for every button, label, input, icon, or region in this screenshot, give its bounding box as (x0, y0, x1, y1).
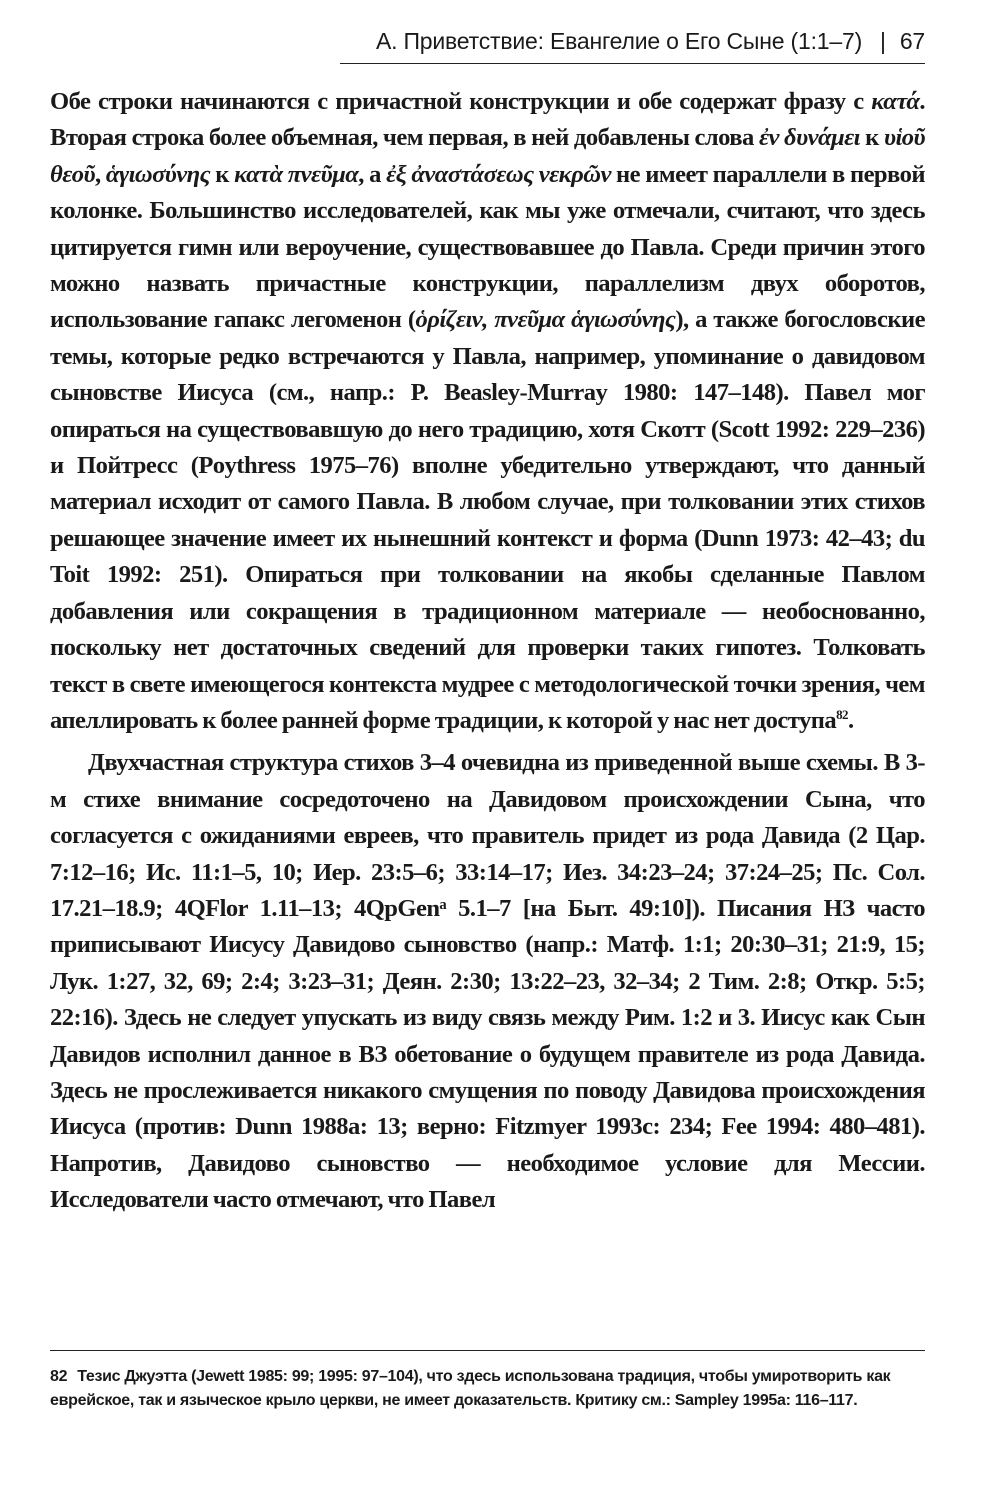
section-title: А. Приветствие: Евангелие о Его Сыне (1:1–7) (375, 28, 863, 54)
text-run: он ( (375, 306, 416, 334)
greek-term: ἐξ ἀναστάσεως νεκρῶν (386, 160, 611, 188)
text-run: , а (358, 160, 387, 188)
footnote-number: 82 (50, 1368, 68, 1385)
text-run: не имеет параллели в первой колонке. Большинство исследователей, как мы уже отмечали, считают, что здесь цитируется гимн или вероучение, существовавшее до Павла. Среди причин этого можно назвать причастные конструкции, параллелизм двух оборотов, использование гапакс легомен (50, 160, 925, 334)
text-run: Обе строки начинаются с причастной конструкции и обе содержат фразу с (50, 88, 872, 115)
greek-term: κατὰ πνεῦμα (234, 160, 359, 188)
footnote-text: Тезис Джуэтта (Jewett 1985: 99; 1995: 97–104), что здесь использована традиция, чтобы умиротворить как еврейское, так и языческое крыло церкви, не имеет доказательств. Критику см.: Sampley 1995a: 116–117. (50, 1368, 891, 1409)
text-run: ), а также богословские темы, которые редко встречаются у Павла, например, упоминание о давидовом сыновстве Иисуса (см., напр.: P. Beasley-Murray 1980: 147–148). Павел мог опираться на существовавшую до него традицию, хотя Скотт (Scott 1992: 229–236) и Пойтресс (Poythress 1975–76) вполне убедительно утверждают, что данный материал исходит от самого Павла. В любом случае, при толковании этих стихов решающее значение имеет их нынешний контекст и форма (Dunn 1973: 42–43; du Toit 1992: 251). Опираться при толковании на якобы сделанные Павлом добавления или сокращения в традиционном материале — необоснованно, поскольку нет достаточных сведений для проверки таких гипотез. Толковать текст в свете имеющегося контекста мудрее с методологической точки зрения, чем апеллировать к более ранней форме традиции, к которой у нас нет доступа (50, 306, 925, 734)
greek-term: υἱοῦ θεοῦ (50, 124, 925, 188)
header-separator: | (880, 28, 886, 54)
paragraph-1 (50, 84, 925, 739)
text-run: , (95, 160, 106, 188)
greek-term: ἐν δυνάμει (758, 124, 860, 152)
greek-term: ἁγιωσύνης (105, 160, 211, 188)
greek-term: ὁρίζειν, πνεῦμα ἁγιωσύνης (415, 306, 676, 334)
body-text (50, 84, 925, 1219)
greek-term: κατά (871, 88, 920, 115)
page-number: 67 (899, 28, 925, 54)
text-run: к (859, 124, 884, 152)
paragraph-2: Двухчастная структура стихов 3–4 очевидна из приведенной выше схемы. В 3-м стихе внимание сосредоточено на Давидовом происхождении Сына, что согласуется с ожиданиями евреев, что правитель придет из рода Давида (2 Цар. 7:12–16; Ис. 11:1–5, 10; Иер. 23:5–6; 33:14–17; Иез. 34:23–24; 37:24–25; Пс. Сол. 17.21–18.9; 4QFlor 1.11–13; 4QpGenᵃ 5.1–7 [на Быт. 49:10]). Писания НЗ часто приписывают Иисусу Давидово сыновство (напр.: Матф. 1:1; 20:30–31; 21:9, 15; Лук. 1:27, 32, 69; 2:4; 3:23–31; Деян. 2:30; 13:22–23, 32–34; 2 Тим. 2:8; Откр. 5:5; 22:16). Здесь не следует упускать из виду связь между Рим. 1:2 и 3. Иисус как Сын Давидов исполнил данное в ВЗ обетование о будущем правителе из рода Давида. Здесь не прослеживается никакого смущения по поводу Давидова происхождения Иисуса (против: Dunn 1988a: 13; верно: Fitzmyer 1993c: 234; Fee 1994: 480–481). Напротив, Давидово сыновство — необходимое условие для Мессии. Исследователи часто отмечают, что Павел (50, 749, 925, 1214)
running-head (340, 28, 925, 64)
text-run: к (210, 160, 235, 188)
footnote-reference[interactable]: 82 (836, 706, 848, 722)
page (50, 28, 925, 1219)
footnote (50, 1350, 925, 1413)
text-run: . (847, 706, 854, 734)
text-run: . Вторая строка более объемная, чем первая, в ней добавлены слова (50, 88, 925, 152)
